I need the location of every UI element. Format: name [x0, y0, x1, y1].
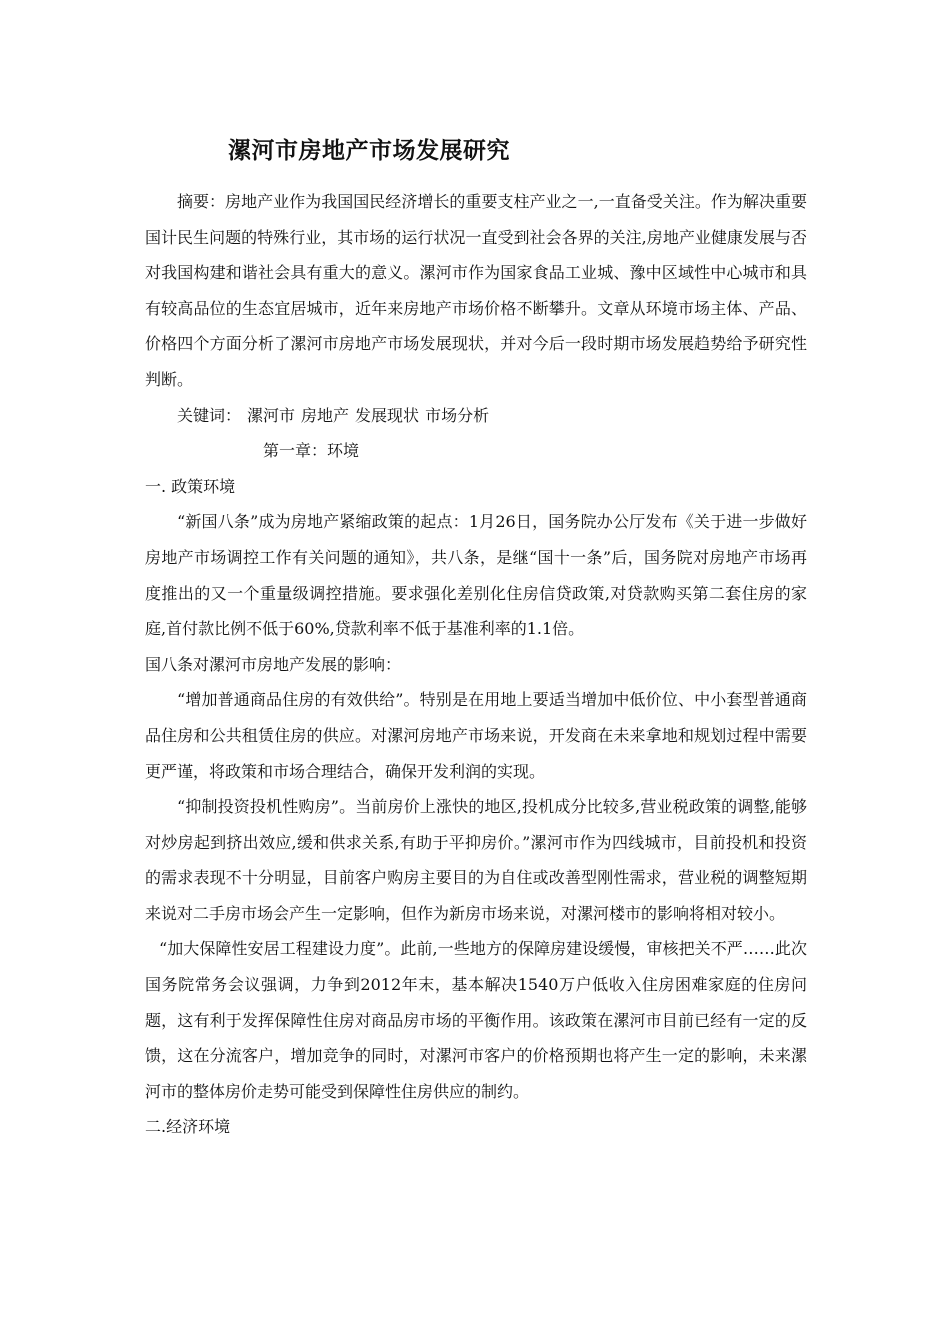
impact-heading: 国八条对漯河市房地产发展的影响： [145, 654, 402, 674]
chapter-title: 第一章：环境 [263, 441, 360, 461]
keyword: 发展现状 [355, 405, 420, 425]
keyword: 市场分析 [425, 405, 490, 425]
keyword: 房地产 [301, 405, 350, 425]
keyword: 漯河市 [247, 405, 296, 425]
keywords-line [145, 398, 807, 434]
body-paragraph: “抑制投资投机性购房”。当前房价上涨快的地区,投机成分比较多,营业税政策的调整,能够对炒房起到挤出效应,缓和供求关系,有助于平抑房价。”漯河市作为四线城市，目前投机和投资的需求表现不十分明显，目前客户购房主要目的为自住或改善型刚性需求，营业税的调整短期来说对二手房市场会产生一定影响，但作为新房市场来说，对漯河楼市的影响将相对较小。 [145, 797, 807, 923]
keywords-label: 关键词： [177, 405, 242, 425]
document-title: 漯河市房地产市场发展研究 [228, 138, 510, 164]
document-body [145, 184, 807, 1145]
section-heading-economy: 二.经济环境 [145, 1117, 231, 1137]
body-paragraph: “增加普通商品住房的有效供给”。特别是在用地上要适当增加中低价位、中小套型普通商品住房和公共租赁住房的供应。对漯河房地产市场来说，开发商在未来拿地和规划过程中需要更严谨，将政策和市场合理结合，确保开发利润的实现。 [145, 690, 807, 781]
section-heading-policy: 一. 政策环境 [145, 476, 236, 496]
body-paragraph: “加大保障性安居工程建设力度”。此前,一些地方的保障房建设缓慢，审核把关不严……此次国务院常务会议强调，力争到2012年末，基本解决1540万户低收入住房困难家庭的住房问题，这有利于发挥保障性住房对商品房市场的平衡作用。该政策在漯河市目前已经有一定的反馈，这在分流客户，增加竞争的同时，对漯河市客户的价格预期也将产生一定的影响，未来漯河市的整体房价走势可能受到保障性住房供应的制约。 [145, 939, 807, 1101]
body-paragraph: “新国八条”成为房地产紧缩政策的起点：1月26日，国务院办公厅发布《关于进一步做好房地产市场调控工作有关问题的通知》，共八条，是继“国十一条”后，国务院对房地产市场再度推出的又一个重量级调控措施。要求强化差别化住房信贷政策,对贷款购买第二套住房的家庭,首付款比例不低于60%,贷款利率不低于基准利率的1.1倍。 [145, 512, 807, 639]
abstract-paragraph: 摘要：房地产业作为我国国民经济增长的重要支柱产业之一,一直备受关注。作为解决重要国计民生问题的特殊行业，其市场的运行状况一直受到社会各界的关注,房地产业健康发展与否对我国构建和谐社会具有重大的意义。漯河市作为国家食品工业城、豫中区域性中心城市和具有较高品位的生态宜居城市，近年来房地产市场价格不断攀升。文章从环境市场主体、产品、价格四个方面分析了漯河市房地产市场发展现状，并对今后一段时期市场发展趋势给予研究性判断。 [145, 192, 807, 389]
